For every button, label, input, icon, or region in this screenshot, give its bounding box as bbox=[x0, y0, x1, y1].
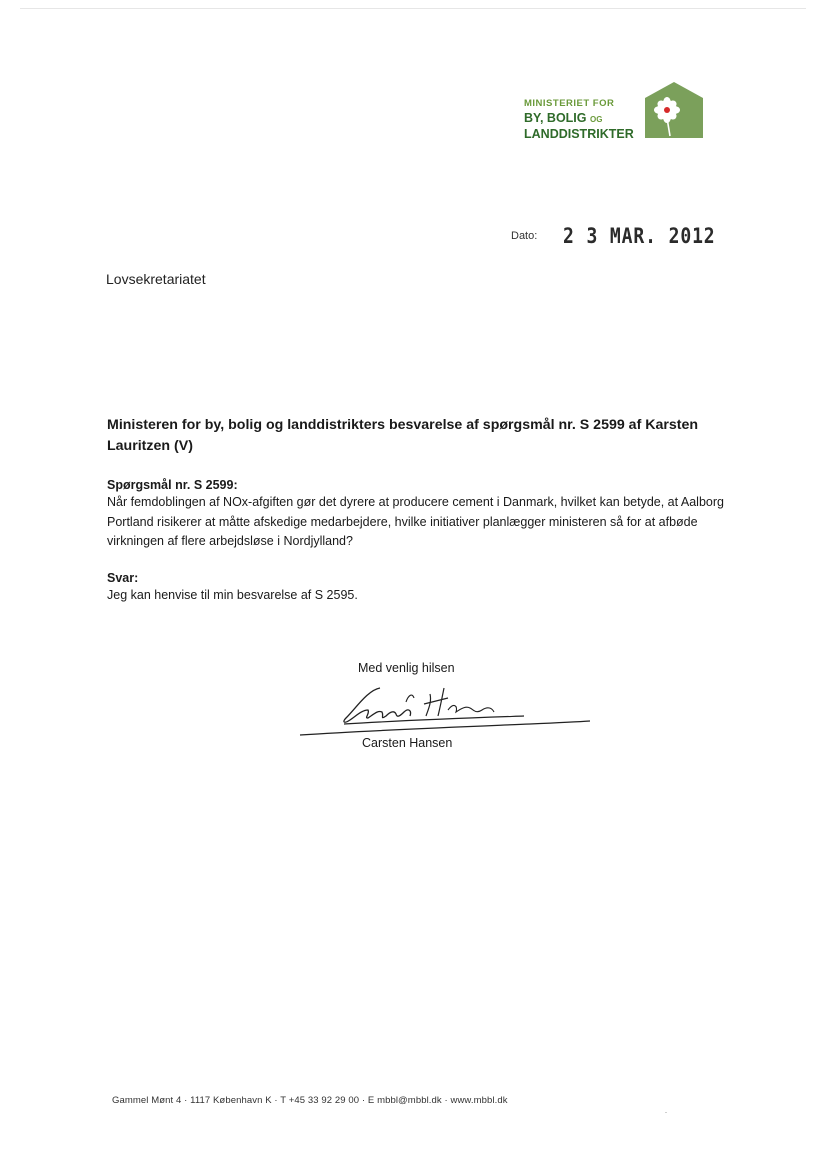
top-rule bbox=[20, 8, 806, 9]
answer-text: Jeg kan henvise til min besvarelse af S 2595. bbox=[107, 588, 358, 602]
logo-line-2-small: OG bbox=[590, 115, 603, 124]
logo-line-2 bbox=[524, 111, 634, 127]
signature-image bbox=[298, 680, 598, 742]
house-flower-icon bbox=[645, 82, 703, 138]
ministry-logo bbox=[524, 82, 704, 144]
date-stamp: 2 3 MAR. 2012 bbox=[563, 224, 716, 248]
recipient: Lovsekretariatet bbox=[106, 271, 206, 287]
logo-line-3: LANDDISTRIKTER bbox=[524, 127, 634, 141]
closing-greeting: Med venlig hilsen bbox=[358, 661, 455, 675]
logo-line-1: MINISTERIET FOR bbox=[524, 98, 615, 109]
letter-title: Ministeren for by, bolig og landdistrikters besvarelse af spørgsmål nr. S 2599 af Karsten Lauritzen (V) bbox=[107, 417, 699, 454]
signer-name: Carsten Hansen bbox=[362, 736, 453, 750]
answer-heading: Svar: bbox=[107, 571, 139, 585]
date-label: Dato: bbox=[511, 230, 538, 242]
question-text: Når femdoblingen af NOx-afgiften gør det dyrere at producere cement i Danmark, hvilket kan betyde, at Aalborg Portland risikerer at måtte afskedige medarbejdere, hvilke initiativer planlægger ministeren så for at afbøde virkningen af flere arbejdsløse i Nordjylland? bbox=[107, 495, 724, 548]
logo-text bbox=[524, 97, 634, 141]
logo-line-2-main: BY, BOLIG bbox=[524, 111, 587, 125]
scan-speck bbox=[665, 1112, 667, 1113]
question-heading: Spørgsmål nr. S 2599: bbox=[107, 478, 238, 492]
footer-contact: Gammel Mønt 4 · 1117 København K · T +45 33 92 29 00 · E mbbl@mbbl.dk · www.mbbl.dk bbox=[112, 1095, 508, 1106]
